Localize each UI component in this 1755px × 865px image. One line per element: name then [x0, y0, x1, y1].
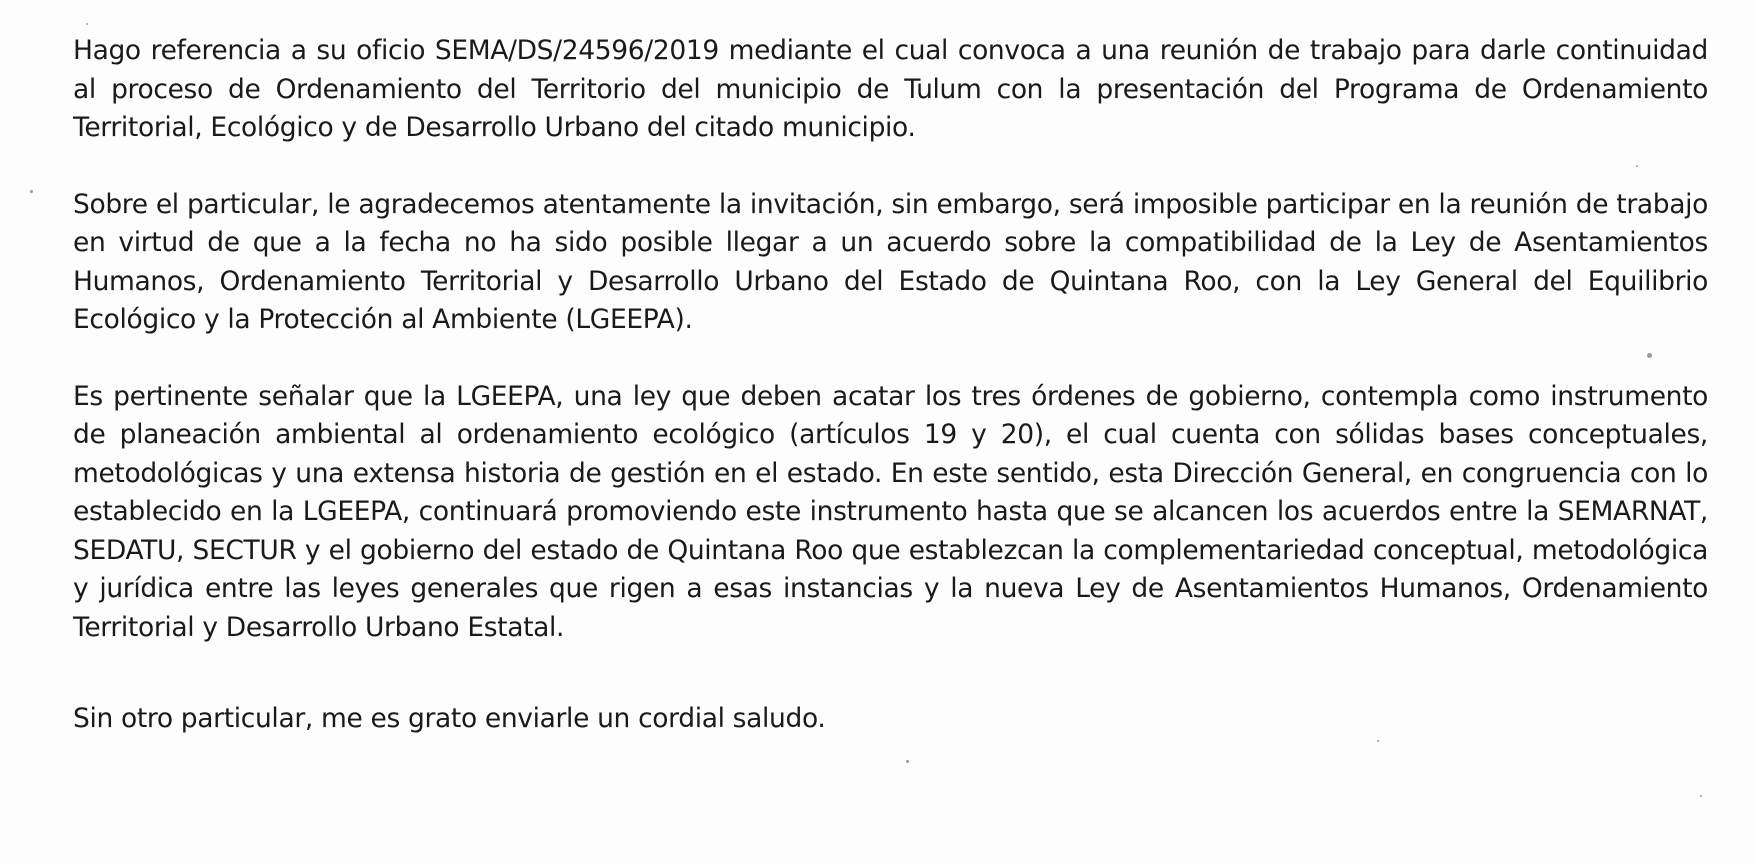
paragraph-lgeepa: Es pertinente señalar que la LGEEPA, una ley que deben acatar los tres órdenes de gobierno, contempla como instrumento de planeación ambiental al ordenamiento ecológico (artículos 19 y 20), el cual cuenta con sólidas bases conceptuales, metodológicas y una extensa historia de gestión en el estado. En este sentido, esta Dirección General, en congruencia con lo establecido en la LGEEPA, continuará promoviendo este instrumento hasta que se alcancen los acuerdos entre la SEMARNAT, SEDATU, SECTUR y el gobierno del estado de Quintana Roo que establezcan la complementariedad conceptual, metodológica y jurídica entre las leyes generales que rigen a esas instancias y la nueva Ley de Asentamientos Humanos, Ordenamiento Territorial y Desarrollo Urbano Estatal.: [73, 380, 1708, 643]
letter-body: [73, 32, 1708, 739]
scan-speck: [30, 190, 33, 193]
scan-speck: [1700, 795, 1702, 797]
paragraph-decline: Sobre el particular, le agradecemos atentamente la invitación, sin embargo, será imposible participar en la reunión de trabajo en virtud de que a la fecha no ha sido posible llegar a un acuerdo sobre la compatibilidad de la Ley de Asentamientos Humanos, Ordenamiento Territorial y Desarrollo Urbano del Estado de Quintana Roo, con la Ley General del Equilibrio Ecológico y la Protección al Ambiente (LGEEPA).: [73, 188, 1708, 335]
scan-speck: [1647, 353, 1652, 358]
scan-speck: [1636, 165, 1638, 167]
scan-speck: [906, 760, 909, 763]
scan-speck: [86, 23, 88, 25]
paragraph-reference: Hago referencia a su oficio SEMA/DS/24596/2019 mediante el cual convoca a una reunión de trabajo para darle continuidad al proceso de Ordenamiento del Territorio del municipio de Tulum con la presentación del Programa de Ordenamiento Territorial, Ecológico y de Desarrollo Urbano del citado municipio.: [73, 35, 1708, 143]
paragraph-closing: Sin otro particular, me es grato enviarle un cordial saludo.: [73, 703, 826, 734]
scan-speck: [1377, 740, 1379, 742]
